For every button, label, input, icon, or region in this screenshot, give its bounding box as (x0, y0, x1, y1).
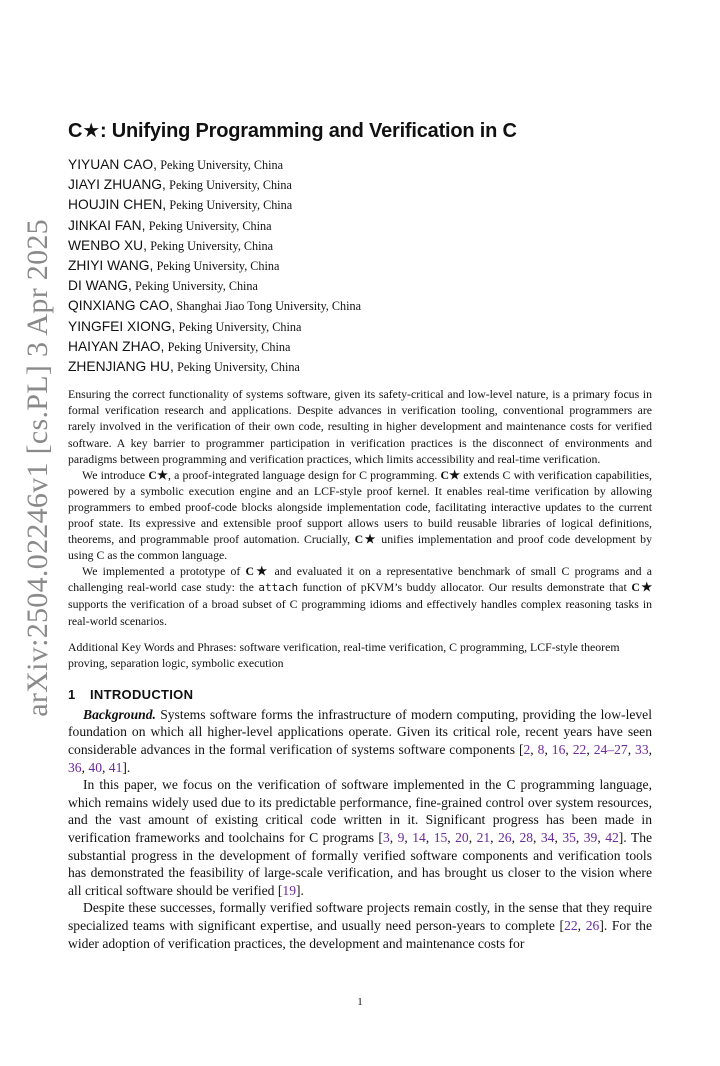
page-number: 1 (357, 996, 363, 1008)
author-name: YIYUAN CAO, (68, 157, 157, 172)
author-affiliation: Peking University, China (148, 218, 272, 233)
citation-link[interactable]: 24–27 (593, 742, 628, 758)
citation-link[interactable]: 14 (412, 829, 426, 845)
author-affiliation: Peking University, China (160, 158, 284, 172)
author-entry (68, 276, 652, 296)
citation-list: 22, 26 (564, 917, 600, 933)
citation-link[interactable]: 16 (551, 742, 566, 758)
author-name: JIAYI ZHUANG, (68, 177, 166, 193)
intro-paragraph-2: In this paper, we focus on the verification of software implemented in the C programming language, which remains widely used due to its predictable performance, fine-grained control over system resources, and the vast amount of existing critical code written in it. Significant progress has been made in verification frameworks and toolchains for C programs [3, 9, 14, 15, 20, 21, 26, 28, 34, 35, 39, 42]. The substantial progress in the development of formally verified software components and verification tools has demonstrated the feasibility of large-scale verification, and has brought us closer to the vision where all critical software should be verified [19]. (68, 777, 653, 898)
author-affiliation: Peking University, China (167, 339, 291, 354)
section-number: 1 (68, 686, 76, 702)
abstract-paragraph-2: We introduce C★, a proof-integrated language design for C programming. C★ extends C with verification capabilities, powered by a symbolic execution engine and an LCF-style proof kernel. It enables real-time verification by allowing programmers to embed proof-code blocks alongside implementation code, facilitating interactive updates to the current proof state. Its expressive and extensible proof support allows users to build reusable libraries of logical definitions, theorems, and programmable proof automation. Crucially, C★ unifies implementation and proof code development by using C as the common language. (68, 467, 652, 563)
author-affiliation: Peking University, China (169, 198, 293, 213)
author-name: HAIYAN ZHAO, (68, 338, 165, 354)
abstract-paragraph-3: We implemented a prototype of C★ and evaluated it on a representative benchmark of small C programs and a challenging real-world case study: the attach function of pKVM’s buddy allocator. Our results demonstrate that C★ supports the verification of a broad subset of C programming idioms and effectively handles complex reasoning tasks in real-world scenarios. (68, 564, 652, 628)
citation-link[interactable]: 15 (433, 829, 448, 845)
intro-paragraph-1: Background. Systems software forms the infrastructure of modern computing, providing the low-level foundation on which all higher-level applications operate. Given its critical role, recent years have seen considerable advances in the formal verification of systems software components [2, 8, 16, 22, 24–27, 33, 36, 40, 41]. (68, 706, 653, 775)
author-entry (68, 155, 652, 175)
author-list (68, 155, 652, 377)
citation-link[interactable]: 2 (523, 742, 531, 758)
paper-title: C★: Unifying Programming and Verification in C (68, 120, 517, 142)
author-affiliation: Peking University, China (135, 279, 258, 294)
author-name: QINXIANG CAO, (68, 298, 174, 314)
citation-link[interactable]: 40 (88, 759, 102, 775)
author-name: ZHIYI WANG, (68, 258, 154, 274)
citation-link[interactable]: 26 (498, 829, 512, 845)
intro-body (68, 706, 652, 952)
citation-link[interactable]: 22 (572, 742, 587, 758)
citation-link[interactable]: 33 (635, 742, 649, 758)
citation-link[interactable]: 41 (108, 759, 123, 775)
citation-link[interactable]: 8 (537, 742, 545, 758)
citation-link[interactable]: 9 (397, 829, 405, 845)
arxiv-id-text: arXiv:2504.02246v1 [cs.PL] 3 Apr 2025 (21, 219, 54, 717)
section-heading (68, 687, 652, 702)
author-affiliation: Shanghai Jiao Tong University, China (176, 299, 361, 314)
author-affiliation: Peking University, China (150, 238, 274, 253)
citation-link[interactable]: 39 (583, 829, 598, 845)
author-affiliation: Peking University, China (169, 178, 292, 193)
author-name: WENBO XU, (68, 237, 147, 253)
author-entry (68, 256, 652, 276)
abstract (68, 386, 652, 628)
author-entry (68, 195, 652, 215)
arxiv-sidebar-stamp (18, 218, 58, 718)
citation-link[interactable]: 34 (540, 829, 555, 845)
citation-link[interactable]: 36 (68, 759, 82, 775)
citation-link[interactable]: 35 (562, 829, 576, 845)
author-entry (68, 337, 652, 357)
citation-list: 2, 8, 16, 22, 24–27, 33, 36, 40, 41 (68, 742, 653, 775)
author-affiliation: Peking University, China (178, 319, 302, 334)
author-entry (68, 175, 652, 195)
author-affiliation: Peking University, China (156, 259, 280, 274)
author-name: YINGFEI XIONG, (68, 318, 176, 334)
section-title: INTRODUCTION (90, 686, 194, 702)
author-name: ZHENJIANG HU, (68, 359, 174, 375)
author-name: JINKAI FAN, (68, 217, 146, 233)
author-entry (68, 296, 652, 316)
citation-link[interactable]: 19 (282, 882, 296, 898)
abstract-paragraph-1: Ensuring the correct functionality of systems software, given its safety-critical and low-level nature, is a primary focus in formal verification research and applications. Despite advances in verification tooling, conventional programmers are rarely involved in the verification of their own code, resulting in higher development and maintenance costs for verified software. A key barrier to programmer participation in verification practices is the disconnect of environments and paradigms between programming and verification practices, which limits accessibility and real-time verification. (68, 387, 652, 466)
author-name: DI WANG, (68, 278, 132, 294)
author-entry (68, 317, 652, 337)
citation-link[interactable]: 42 (605, 829, 619, 845)
paper-page (68, 118, 652, 952)
citation-link[interactable]: 28 (519, 829, 534, 845)
citation-link[interactable]: 3 (382, 829, 390, 845)
citation-link[interactable]: 26 (585, 917, 600, 933)
citation-link[interactable]: 21 (476, 829, 491, 845)
intro-paragraph-3: Despite these successes, formally verified software projects remain costly, in the sense that they require specialized teams with significant expertise, and usually need person-years to complete [22, 26]. For the wider adoption of verification practices, the development and maintenance costs for (68, 900, 653, 951)
citation-link[interactable]: 20 (455, 829, 469, 845)
citation-link[interactable]: 22 (564, 917, 578, 933)
author-entry (68, 216, 652, 236)
keywords: Additional Key Words and Phrases: software verification, real-time verification, C programming, LCF-style theorem proving, separation logic, symbolic execution (68, 639, 620, 670)
author-affiliation: Peking University, China (177, 360, 300, 375)
inline-code: attach (258, 581, 299, 595)
author-entry (68, 236, 652, 256)
author-entry (68, 357, 652, 377)
citation-list: 3, 9, 14, 15, 20, 21, 26, 28, 34, 35, 39, 42 (382, 829, 619, 845)
author-name: HOUJIN CHEN, (68, 197, 167, 213)
paragraph-heading: Background. (83, 706, 156, 722)
